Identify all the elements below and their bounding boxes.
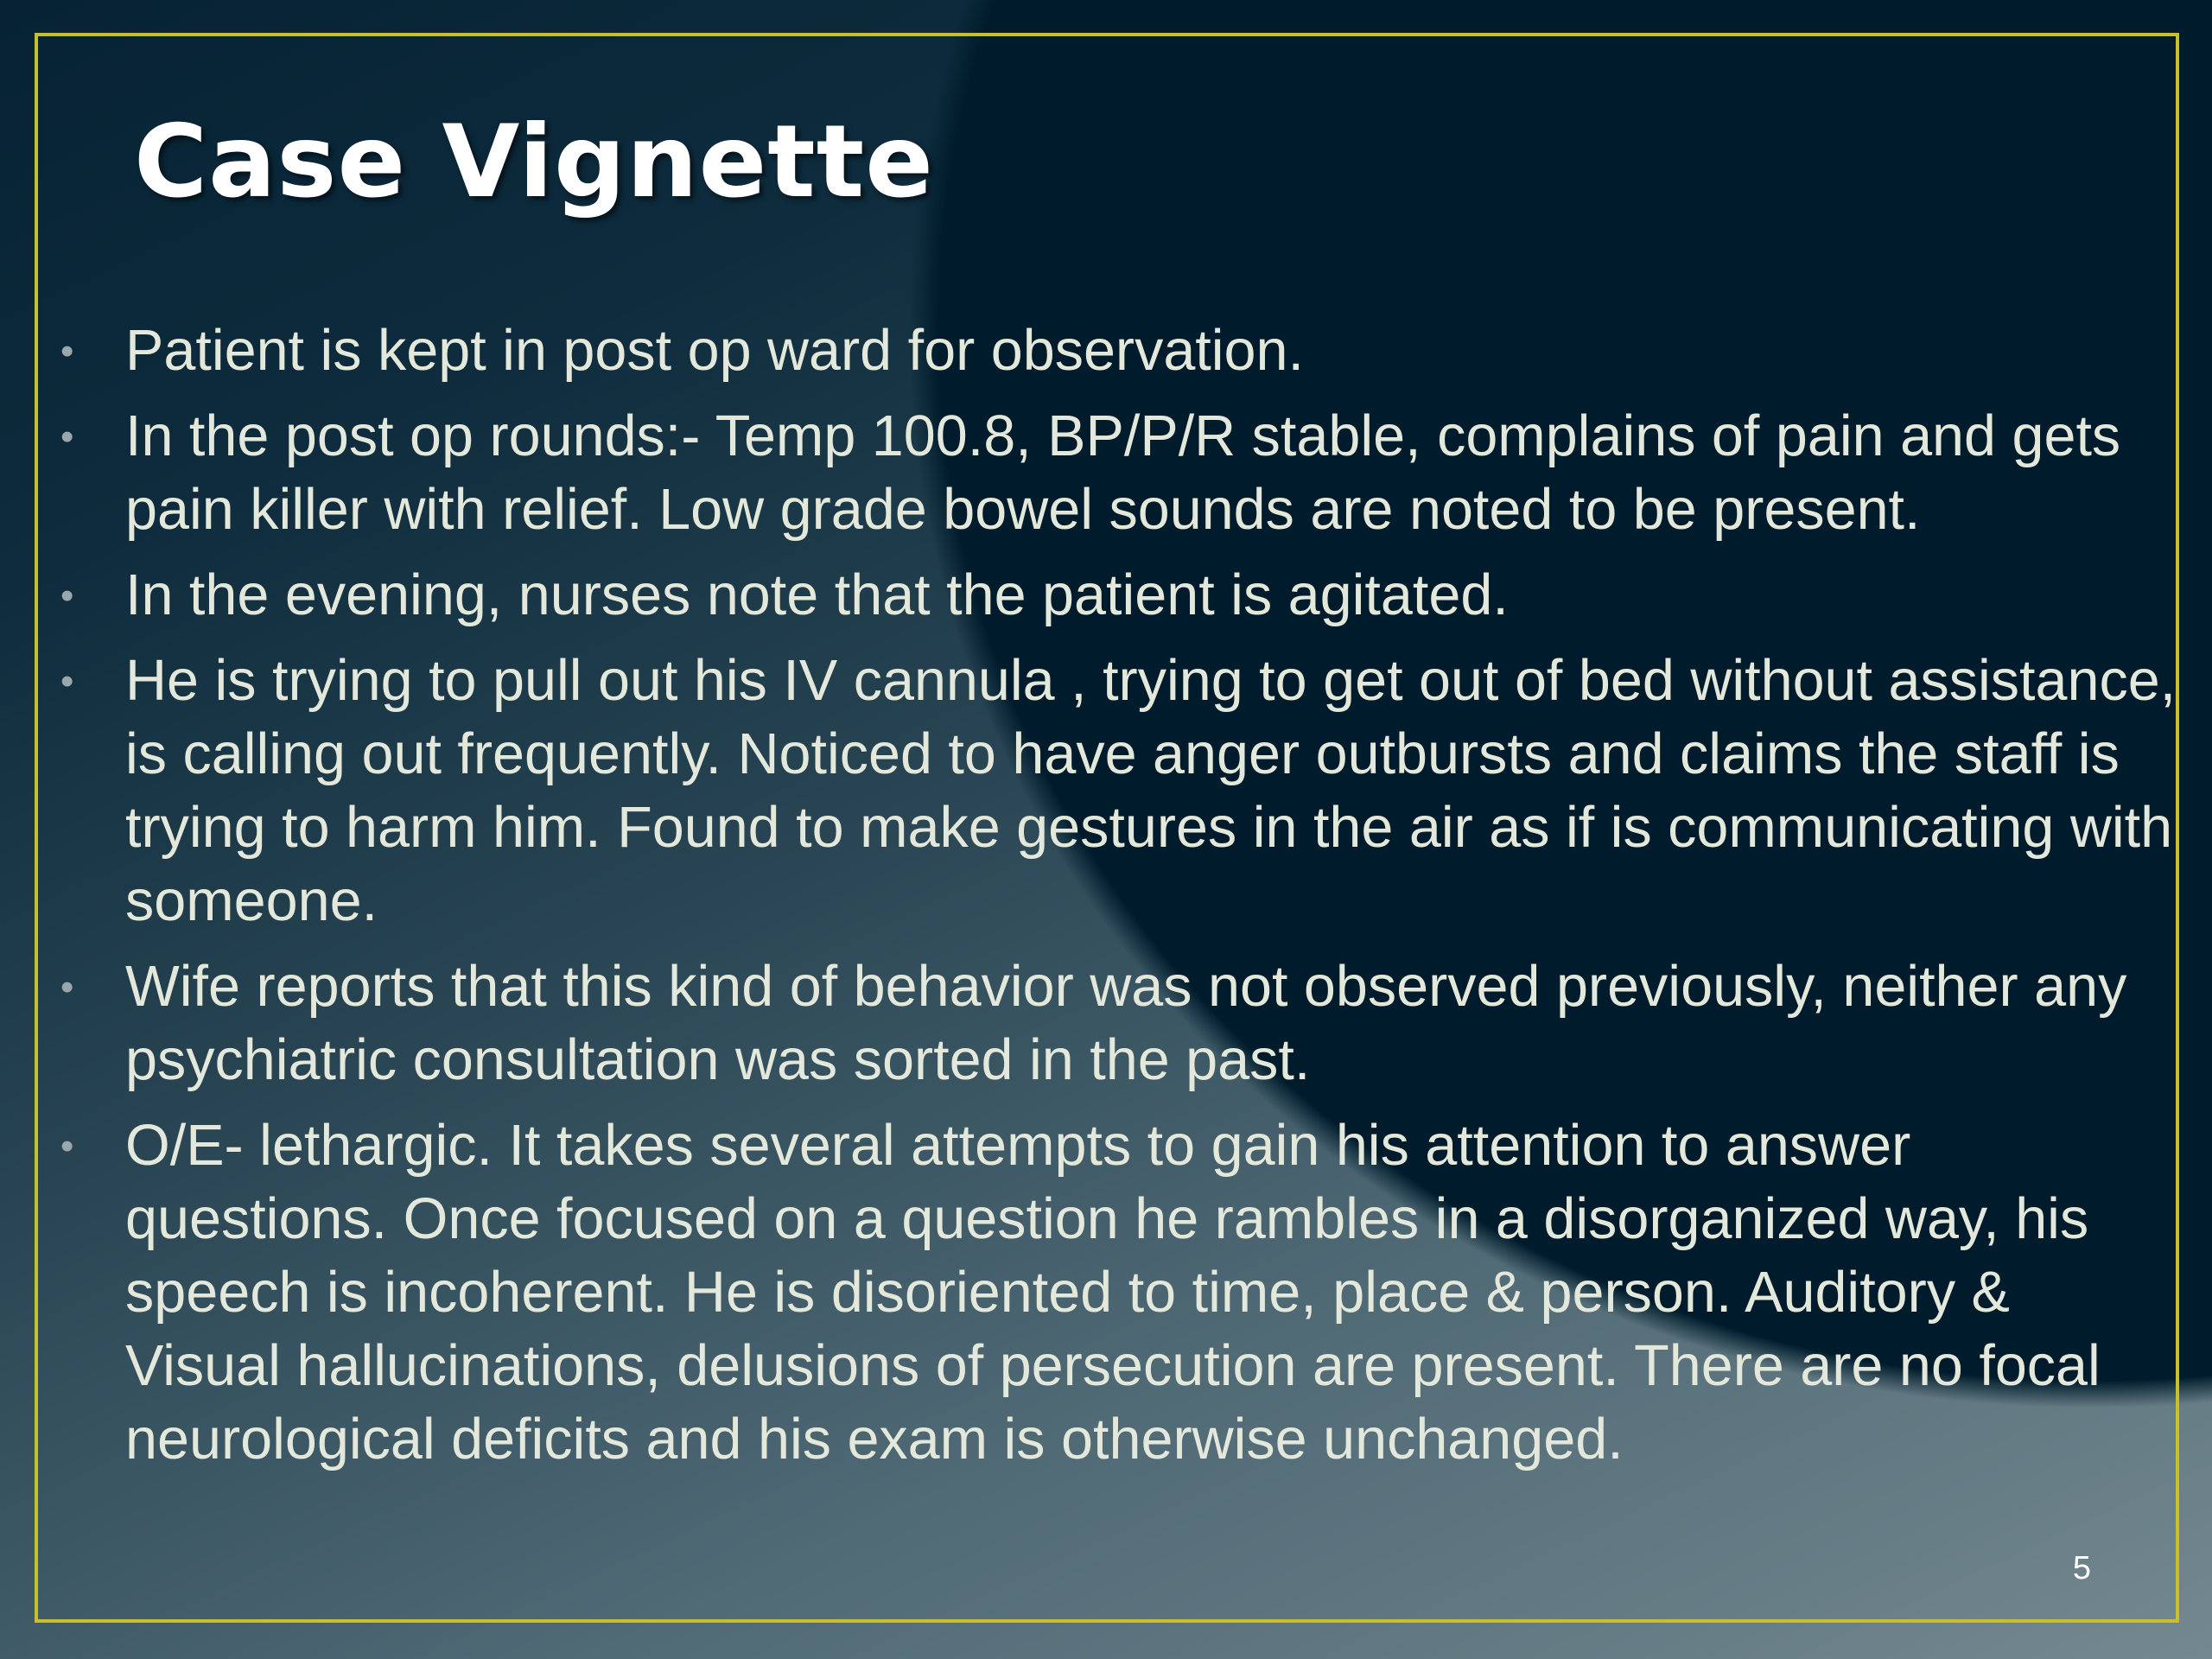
bullet-item: [52, 950, 2177, 1097]
bullet-text: O/E- lethargic. It takes several attempts to gain his attention to answer questions. Once focused on a question he rambles in a disorganized way, his speech is incoherent. He is disoriented to time, place & person. Auditory & Visual hallucinations, delusions of persecution are present. There are no focal neurological deficits and his exam is otherwise unchanged.: [125, 1114, 2101, 1471]
bullet-item: [52, 400, 2177, 547]
bullet-dot-icon: •: [60, 330, 74, 372]
bullet-item: [52, 315, 2177, 388]
bullet-dot-icon: •: [60, 966, 74, 1008]
slide-page-number: 5: [2072, 1550, 2091, 1586]
bullet-dot-icon: •: [60, 660, 74, 702]
bullet-text: He is trying to pull out his IV cannula , trying to get out of bed without assistance, is calling out frequently. Noticed to have anger outbursts and claims the staff is trying to harm him. Found to make gestures in the air as if is communicating with someone.: [125, 649, 2177, 933]
bullet-text: In the post op rounds:- Temp 100.8, BP/P/R stable, complains of pain and gets pain killer with relief. Low grade bowel sounds are noted to be present.: [125, 404, 2121, 542]
bullet-text: In the evening, nurses note that the patient is agitated.: [125, 563, 1509, 627]
bullet-item: [52, 645, 2177, 938]
slide-title: Case Vignette: [134, 104, 934, 220]
bullet-list: [52, 315, 2177, 1489]
bullet-text: Patient is kept in post op ward for observation.: [125, 319, 1304, 383]
bullet-text: Wife reports that this kind of behavior was not observed previously, neither any psychiatric consultation was sorted in the past.: [125, 955, 2127, 1092]
bullet-dot-icon: •: [60, 575, 74, 617]
bullet-item: [52, 1109, 2177, 1477]
bullet-item: [52, 559, 2177, 632]
bullet-dot-icon: •: [60, 1125, 74, 1167]
bullet-dot-icon: •: [60, 416, 74, 458]
